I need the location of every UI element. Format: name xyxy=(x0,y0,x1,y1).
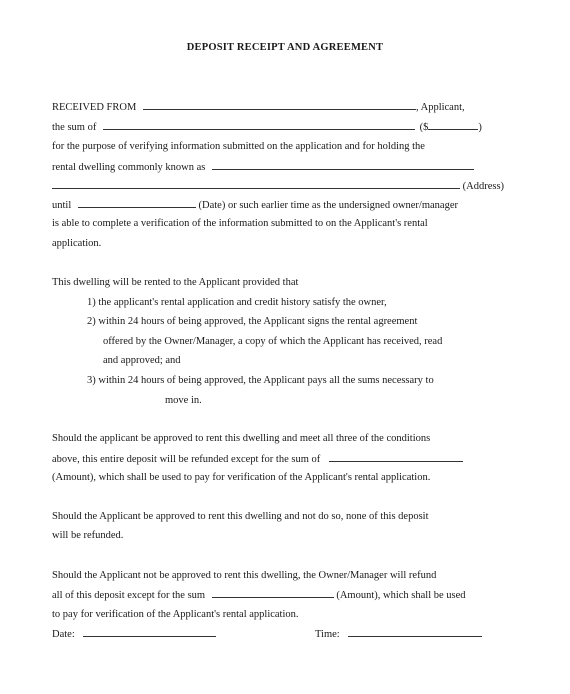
address-label: (Address) xyxy=(462,181,505,192)
condition-item-3-line-2: move in. xyxy=(165,395,202,406)
approved-para-line-1: Should the applicant be approved to rent this dwelling and meet all three of the conditions xyxy=(52,433,431,444)
not-rent-para-line-1: Should the Applicant be approved to rent this dwelling and not do so, none of this deposit xyxy=(52,511,429,522)
dollar-open: ($ xyxy=(419,122,429,133)
until-line xyxy=(52,198,458,212)
dollar-close: ) xyxy=(478,122,482,133)
document-title: DEPOSIT RECEIPT AND AGREEMENT xyxy=(186,42,384,53)
not-approved-para-line-2a: all of this deposit except for the sum xyxy=(52,590,206,601)
received-from-label: RECEIVED FROM xyxy=(52,102,137,113)
sum-label: the sum of xyxy=(52,122,97,133)
not-approved-amount-blank[interactable] xyxy=(212,588,334,598)
address-line xyxy=(52,179,504,193)
not-approved-para-line-3: to pay for verification of the Applicant's rental application. xyxy=(52,609,299,620)
until-label: until xyxy=(52,200,72,211)
able-line: is able to complete a verification of the information submitted to on the Applicant's rental xyxy=(52,218,428,229)
refund-amount-blank[interactable] xyxy=(329,452,463,462)
time-blank[interactable] xyxy=(348,627,482,637)
sum-words-blank[interactable] xyxy=(103,120,415,130)
condition-item-1: 1) the applicant's rental application and credit history satisfy the owner, xyxy=(87,297,387,308)
application-line: application. xyxy=(52,238,102,249)
received-from-line xyxy=(52,100,465,114)
purpose-line: for the purpose of verifying information submitted on the application and for holding the xyxy=(52,141,425,152)
not-approved-para-line-2 xyxy=(52,588,466,602)
applicant-name-blank[interactable] xyxy=(143,100,416,110)
until-date-blank[interactable] xyxy=(78,198,196,208)
sum-dollar-blank[interactable] xyxy=(428,120,478,130)
approved-para-line-2-text: above, this entire deposit will be refunded except for the sum of xyxy=(52,454,321,465)
conditions-intro: This dwelling will be rented to the Applicant provided that xyxy=(52,277,299,288)
dwelling-label: rental dwelling commonly known as xyxy=(52,162,206,173)
not-approved-para-line-2b: (Amount), which shall be used xyxy=(336,590,466,601)
condition-item-2-line-3: and approved; and xyxy=(103,355,181,366)
not-rent-para-line-2: will be refunded. xyxy=(52,530,124,541)
applicant-suffix: , Applicant, xyxy=(415,102,465,113)
time-field-row xyxy=(315,627,482,641)
address-blank[interactable] xyxy=(52,179,460,189)
date-clause: (Date) or such earlier time as the undersigned owner/manager xyxy=(198,200,458,211)
condition-item-2-line-1: 2) within 24 hours of being approved, the Applicant signs the rental agreement xyxy=(87,316,418,327)
date-field-row xyxy=(52,627,216,641)
condition-item-2-line-2: offered by the Owner/Manager, a copy of which the Applicant has received, read xyxy=(103,336,443,347)
date-label: Date: xyxy=(52,629,75,640)
sum-line xyxy=(52,120,482,134)
dwelling-blank[interactable] xyxy=(212,160,474,170)
dwelling-line xyxy=(52,160,474,174)
condition-item-3-line-1: 3) within 24 hours of being approved, the Applicant pays all the sums necessary to xyxy=(87,375,434,386)
approved-para-line-2 xyxy=(52,452,463,466)
date-blank[interactable] xyxy=(83,627,216,637)
approved-para-line-3: (Amount), which shall be used to pay for verification of the Applicant's rental application. xyxy=(52,472,431,483)
not-approved-para-line-1: Should the Applicant not be approved to rent this dwelling, the Owner/Manager will refund xyxy=(52,570,437,581)
time-label: Time: xyxy=(315,629,340,640)
